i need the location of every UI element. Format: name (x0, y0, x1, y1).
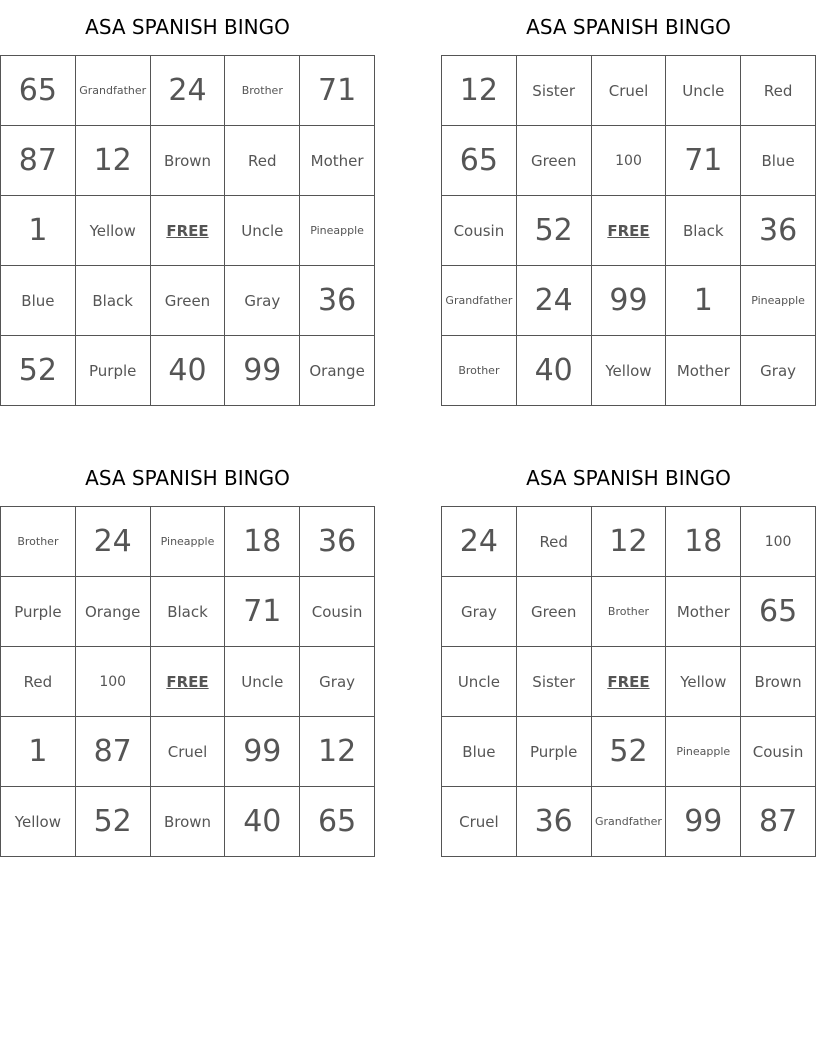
bingo-cell: 71 (300, 56, 375, 126)
bingo-cell: Yellow (1, 787, 76, 857)
bingo-cell: 1 (666, 266, 741, 336)
bingo-cell: Orange (300, 336, 375, 406)
bingo-cell: 52 (1, 336, 76, 406)
bingo-cell: 99 (225, 336, 300, 406)
bingo-cell: 1 (1, 196, 76, 266)
bingo-cell: Red (741, 56, 816, 126)
bingo-cell: 18 (225, 507, 300, 577)
bingo-cell: Uncle (666, 56, 741, 126)
bingo-cell: Cousin (300, 577, 375, 647)
bingo-cell: 24 (517, 266, 592, 336)
bingo-cell: Gray (442, 577, 517, 647)
card-title: ASA SPANISH BINGO (526, 466, 731, 490)
bingo-cell: 100 (76, 647, 151, 717)
bingo-cell: Purple (1, 577, 76, 647)
bingo-cell: 36 (300, 507, 375, 577)
bingo-cell: Brother (225, 56, 300, 126)
bingo-cell: Green (517, 126, 592, 196)
bingo-cell: Green (517, 577, 592, 647)
bingo-cell: 12 (300, 717, 375, 787)
bingo-cell: 52 (76, 787, 151, 857)
bingo-cell: 1 (1, 717, 76, 787)
bingo-cell: Brown (741, 647, 816, 717)
bingo-cell: 40 (517, 336, 592, 406)
bingo-cell: Gray (741, 336, 816, 406)
bingo-cell: Red (517, 507, 592, 577)
bingo-cell: Cruel (151, 717, 226, 787)
bingo-cell: Pineapple (300, 196, 375, 266)
bingo-cell: 71 (225, 577, 300, 647)
bingo-cell: Mother (666, 577, 741, 647)
bingo-cell: Black (666, 196, 741, 266)
bingo-cell: 24 (442, 507, 517, 577)
free-space-cell: FREE (592, 647, 667, 717)
bingo-cell: 99 (592, 266, 667, 336)
bingo-grid (0, 506, 375, 857)
bingo-cell: Cousin (741, 717, 816, 787)
bingo-cell: 12 (76, 126, 151, 196)
free-space-cell: FREE (151, 647, 226, 717)
bingo-cell: Uncle (225, 647, 300, 717)
bingo-cell: Uncle (442, 647, 517, 717)
bingo-cell: 100 (741, 507, 816, 577)
bingo-grid (441, 506, 816, 857)
bingo-cell: Brother (592, 577, 667, 647)
bingo-cell: Green (151, 266, 226, 336)
bingo-cell: 65 (300, 787, 375, 857)
bingo-cell: Yellow (666, 647, 741, 717)
bingo-cell: 18 (666, 507, 741, 577)
bingo-cell: 71 (666, 126, 741, 196)
bingo-grid (441, 55, 816, 406)
bingo-cell: 36 (300, 266, 375, 336)
card-title: ASA SPANISH BINGO (85, 466, 290, 490)
bingo-cell: Cousin (442, 196, 517, 266)
bingo-cell: 87 (76, 717, 151, 787)
bingo-cell: Blue (1, 266, 76, 336)
bingo-cell: Yellow (592, 336, 667, 406)
bingo-cell: Blue (741, 126, 816, 196)
bingo-cell: Cruel (442, 787, 517, 857)
bingo-cell: Mother (300, 126, 375, 196)
free-space-cell: FREE (592, 196, 667, 266)
bingo-cell: 99 (666, 787, 741, 857)
bingo-cell: 36 (517, 787, 592, 857)
bingo-cell: Grandfather (442, 266, 517, 336)
bingo-cell: 99 (225, 717, 300, 787)
bingo-cell: Purple (517, 717, 592, 787)
bingo-cell: 40 (151, 336, 226, 406)
bingo-cell: Gray (300, 647, 375, 717)
bingo-cell: 12 (442, 56, 517, 126)
bingo-cell: Purple (76, 336, 151, 406)
bingo-cell: Yellow (76, 196, 151, 266)
bingo-cell: Pineapple (151, 507, 226, 577)
bingo-cell: Red (1, 647, 76, 717)
bingo-cell: 52 (517, 196, 592, 266)
bingo-cell: Brown (151, 126, 226, 196)
bingo-cell: Grandfather (76, 56, 151, 126)
card-title: ASA SPANISH BINGO (85, 15, 290, 39)
bingo-cell: 24 (151, 56, 226, 126)
bingo-cell: Mother (666, 336, 741, 406)
bingo-cell: 40 (225, 787, 300, 857)
bingo-cell: Pineapple (741, 266, 816, 336)
bingo-cell: Uncle (225, 196, 300, 266)
free-space-cell: FREE (151, 196, 226, 266)
bingo-cell: 36 (741, 196, 816, 266)
bingo-grid (0, 55, 375, 406)
card-title: ASA SPANISH BINGO (526, 15, 731, 39)
bingo-cell: Sister (517, 647, 592, 717)
bingo-cell: Red (225, 126, 300, 196)
bingo-cell: Brown (151, 787, 226, 857)
bingo-cell: 87 (1, 126, 76, 196)
bingo-cell: 24 (76, 507, 151, 577)
bingo-cell: Pineapple (666, 717, 741, 787)
bingo-cell: Cruel (592, 56, 667, 126)
bingo-cell: 87 (741, 787, 816, 857)
bingo-cell: 12 (592, 507, 667, 577)
bingo-cell: Sister (517, 56, 592, 126)
bingo-cell: Black (76, 266, 151, 336)
bingo-cell: Grandfather (592, 787, 667, 857)
bingo-cell: Brother (1, 507, 76, 577)
bingo-cell: 52 (592, 717, 667, 787)
bingo-cell: 65 (741, 577, 816, 647)
bingo-cell: Black (151, 577, 226, 647)
bingo-cell: Orange (76, 577, 151, 647)
bingo-cell: 65 (1, 56, 76, 126)
bingo-cell: 100 (592, 126, 667, 196)
bingo-cell: Blue (442, 717, 517, 787)
bingo-cell: 65 (442, 126, 517, 196)
bingo-cell: Brother (442, 336, 517, 406)
bingo-cell: Gray (225, 266, 300, 336)
